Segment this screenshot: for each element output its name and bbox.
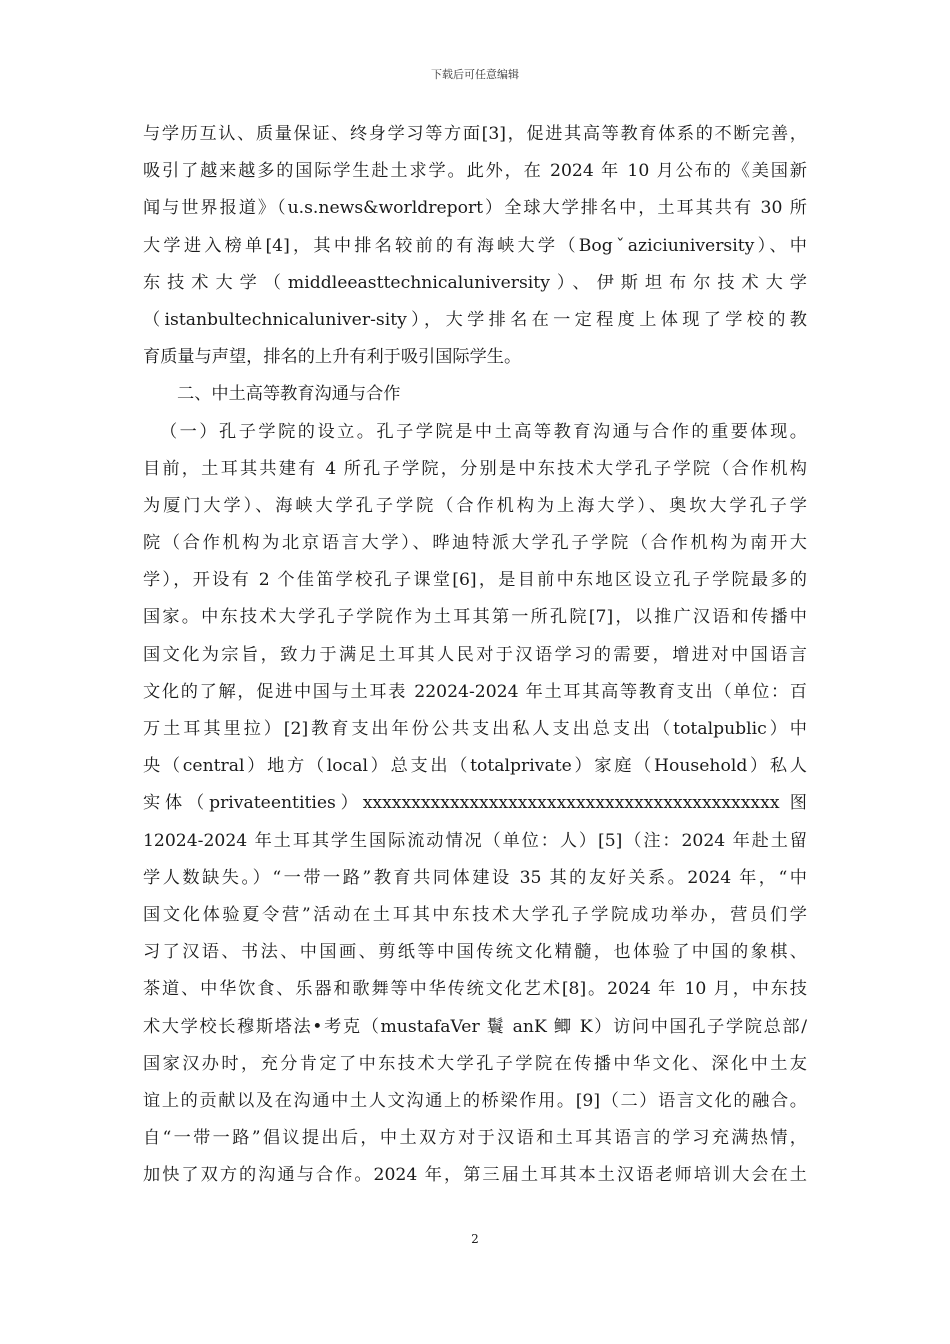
text-line: （istanbultechnicaluniver-sity），大学排名在一定程度上体现了学校的教 [143, 309, 807, 330]
page-header: 下载后可任意编辑 [431, 68, 519, 81]
text-line: 自“一带一路”倡议提出后，中土双方对于汉语和土耳其语言的学习充满热情， [143, 1128, 807, 1149]
text-line: 12024-2024 年土耳其学生国际流动情况（单位：人）[5]（注：2024 年赴土留 [143, 830, 807, 851]
text-line: 加快了双方的沟通与合作。2024 年，第三届土耳其本土汉语老师培训大会在土 [143, 1165, 807, 1186]
text-line: 国文化体验夏令营”活动在土耳其中东技术大学孔子学院成功举办，营员们学 [143, 904, 807, 925]
section-heading: 二、中土高等教育沟通与合作 [177, 384, 401, 405]
text-line: 育质量与声望，排名的上升有利于吸引国际学生。 [143, 347, 522, 368]
text-line: 学人数缺失。）“一带一路”教育共同体建设 35 其的友好关系。2024 年，“中 [143, 867, 807, 888]
text-line: 万土耳其里拉）[2]教育支出年份公共支出私人支出总支出（totalpublic）中 [143, 719, 807, 739]
text-line: 为厦门大学）、海峡大学孔子学院（合作机构为上海大学）、奥坎大学孔子学 [143, 495, 807, 516]
text-line: 国家。中东技术大学孔子学院作为土耳其第一所孔院[7]，以推广汉语和传播中 [143, 607, 807, 628]
text-line: 东技术大学（middleeasttechnicaluniversity）、伊斯坦布尔技术大学 [143, 272, 807, 293]
page-number: 2 [471, 1232, 479, 1246]
text-line: 习了汉语、书法、中国画、剪纸等中国传统文化精髓，也体验了中国的象棋、 [143, 942, 807, 963]
text-line: 文化的了解，促进中国与土耳表 22024-2024 年土耳其高等教育支出（单位：百 [143, 681, 807, 702]
text-line: 院（合作机构为北京语言大学）、晔迪特派大学孔子学院（合作机构为南开大 [143, 533, 807, 554]
text-line: 大学进入榜单[4]，其中排名较前的有海峡大学（Bogˇaziciuniversity）、中 [143, 235, 807, 256]
body-text [143, 116, 807, 1194]
text-line: 谊上的贡献以及在沟通中土人文沟通上的桥梁作用。[9]（二）语言文化的融合。 [143, 1090, 807, 1111]
text-line: 闻与世界报道》（u.s.news&worldreport）全球大学排名中，土耳其共有 30 所 [143, 198, 807, 219]
text-line: 学），开设有 2 个佳笛学校孔子课堂[6]，是目前中东地区设立孔子学院最多的 [143, 570, 807, 591]
text-line: 吸引了越来越多的国际学生赴土求学。此外，在 2024 年 10 月公布的《美国新 [143, 161, 807, 182]
text-line: 国家汉办时，充分肯定了中东技术大学孔子学院在传播中华文化、深化中土友 [143, 1053, 807, 1074]
text-line: 国文化为宗旨，致力于满足土耳其人民对于汉语学习的需要，增进对中国语言 [143, 644, 807, 665]
text-line: 与学历互认、质量保证、终身学习等方面[3]，促进其高等教育体系的不断完善， [143, 124, 807, 144]
subsection-heading: （一）孔子学院的设立。孔子学院是中土高等教育沟通与合作的重要体现。 [160, 421, 807, 442]
text-line: 茶道、中华饮食、乐器和歌舞等中华传统文化艺术[8]。2024 年 10 月，中东技 [143, 979, 807, 1000]
text-line: 目前，土耳其共建有 4 所孔子学院，分别是中东技术大学孔子学院（合作机构 [143, 458, 807, 479]
text-line: 央（central）地方（local）总支出（totalprivate）家庭（Household）私人 [143, 756, 807, 777]
text-line: 实体（privateentities）xxxxxxxxxxxxxxxxxxxxxxxxxxxxxxxxxxxxxxxxxxx 图 [143, 793, 807, 814]
text-line: 术大学校长穆斯塔法•考克（mustafaVer 鬟 anK 鲫 K）访问中国孔子学院总部/ [143, 1016, 807, 1037]
